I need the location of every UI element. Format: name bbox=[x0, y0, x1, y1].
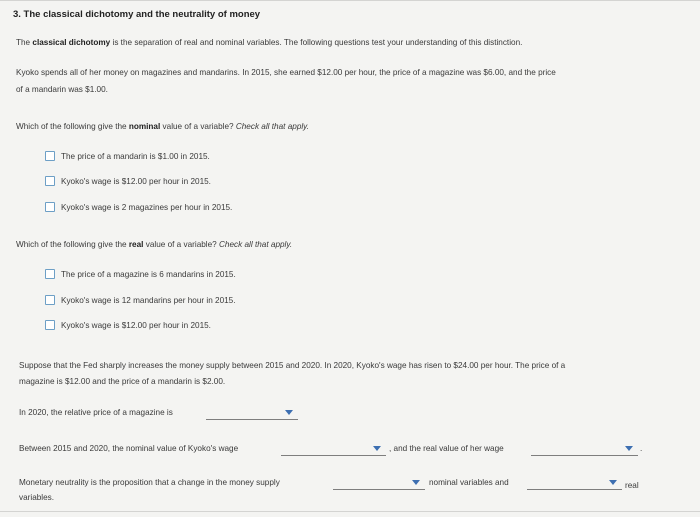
dropdown-caret-icon bbox=[285, 410, 293, 415]
sentence-end-period: . bbox=[640, 444, 643, 453]
real-text: real bbox=[625, 481, 639, 490]
nominal-option-3[interactable] bbox=[45, 202, 232, 212]
option-label: Kyoko's wage is $12.00 per hour in 2015. bbox=[61, 320, 211, 330]
checkbox[interactable] bbox=[45, 176, 55, 186]
intro-text: The classical dichotomy is the separation of real and nominal variables. The following questions test your understanding of this distinction. bbox=[16, 38, 523, 47]
top-divider bbox=[0, 0, 700, 1]
option-label: The price of a mandarin is $1.00 in 2015. bbox=[61, 151, 210, 161]
scenario2-line-1: Suppose that the Fed sharply increases the money supply between 2015 and 2020. In 2020, Kyoko's wage has risen to $24.00 per hour. The price of a bbox=[19, 361, 566, 370]
neutrality-nominal-dropdown[interactable] bbox=[333, 477, 425, 490]
checkbox[interactable] bbox=[45, 320, 55, 330]
checkbox[interactable] bbox=[45, 269, 55, 279]
real-option-1[interactable] bbox=[45, 269, 236, 279]
nominal-option-1[interactable] bbox=[45, 151, 210, 161]
option-label: The price of a magazine is 6 mandarins in 2015. bbox=[61, 269, 236, 279]
question-heading: 3. The classical dichotomy and the neutrality of money bbox=[13, 9, 261, 20]
real-option-2[interactable] bbox=[45, 295, 236, 305]
checkbox[interactable] bbox=[45, 295, 55, 305]
dropdown-caret-icon bbox=[625, 446, 633, 451]
scenario-line-2: of a mandarin was $1.00. bbox=[16, 85, 108, 94]
checkbox[interactable] bbox=[45, 202, 55, 212]
option-label: Kyoko's wage is 12 mandarins per hour in 2015. bbox=[61, 295, 236, 305]
nominal-option-2[interactable] bbox=[45, 176, 211, 186]
real-wage-prompt: , and the real value of her wage bbox=[389, 444, 504, 453]
variables-text: variables. bbox=[19, 493, 55, 502]
bottom-divider bbox=[0, 511, 700, 512]
dropdown-caret-icon bbox=[373, 446, 381, 451]
nominal-wage-dropdown[interactable] bbox=[281, 443, 386, 456]
real-option-3[interactable] bbox=[45, 320, 211, 330]
scenario-line-1: Kyoko spends all of her money on magazines and mandarins. In 2015, she earned $12.00 per hour, the price of a magazine was $6.00, and the price bbox=[16, 68, 556, 77]
dropdown-caret-icon bbox=[609, 480, 617, 485]
checkbox[interactable] bbox=[45, 151, 55, 161]
real-question-prompt: Which of the following give the real value of a variable? Check all that apply. bbox=[16, 240, 293, 249]
real-wage-dropdown[interactable] bbox=[531, 443, 638, 456]
neutrality-prompt: Monetary neutrality is the proposition that a change in the money supply bbox=[19, 478, 280, 487]
option-label: Kyoko's wage is $12.00 per hour in 2015. bbox=[61, 176, 211, 186]
neutrality-real-dropdown[interactable] bbox=[527, 477, 622, 490]
relative-price-dropdown[interactable] bbox=[206, 407, 298, 420]
relative-price-prompt: In 2020, the relative price of a magazine is bbox=[19, 408, 173, 417]
nominal-variables-text: nominal variables and bbox=[429, 478, 509, 487]
nominal-question-prompt: Which of the following give the nominal value of a variable? Check all that apply. bbox=[16, 122, 309, 131]
nominal-wage-prompt: Between 2015 and 2020, the nominal value of Kyoko's wage bbox=[19, 444, 239, 453]
dropdown-caret-icon bbox=[412, 480, 420, 485]
scenario2-line-2: magazine is $12.00 and the price of a mandarin is $2.00. bbox=[19, 377, 226, 386]
option-label: Kyoko's wage is 2 magazines per hour in 2015. bbox=[61, 202, 233, 212]
